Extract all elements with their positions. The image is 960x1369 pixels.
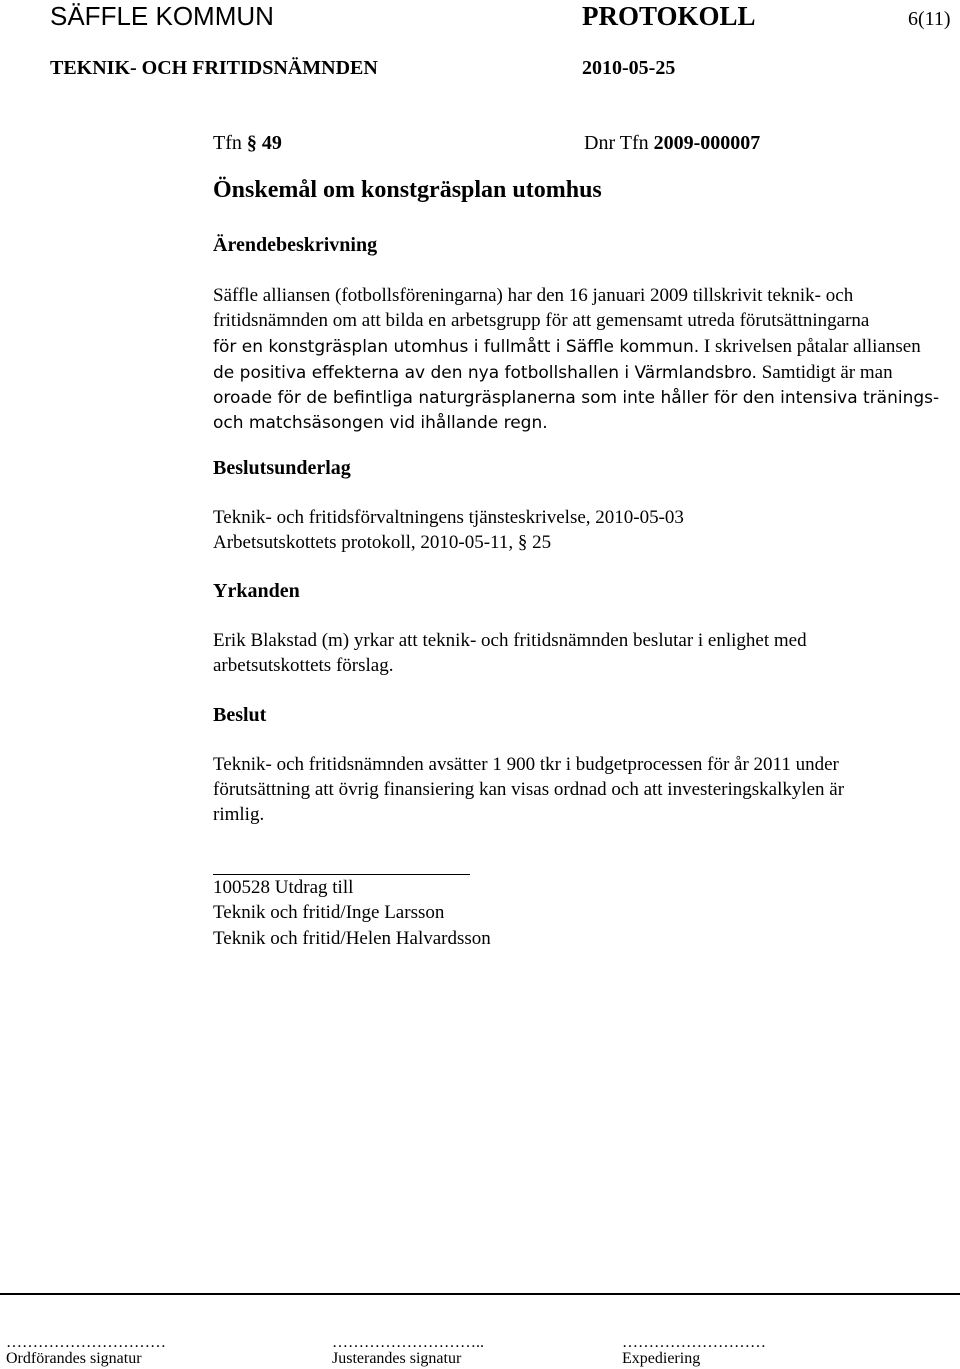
text-line: arbetsutskottets förslag. xyxy=(213,655,394,676)
paragraph-prefix: Tfn xyxy=(213,132,247,154)
case-title: Önskemål om konstgräsplan utomhus xyxy=(213,177,602,203)
text-segment: 25 xyxy=(527,532,552,553)
text-line: Teknik och fritid/Helen Halvardsson xyxy=(213,927,491,949)
text-line: fritidsnämnden om att bilda en arbetsgrupp för att gemensamt utreda förutsättningarna xyxy=(213,310,870,332)
text-line: oroade för de befintliga naturgräsplanerna som inte håller för den intensiva tränings- xyxy=(213,388,940,409)
text-segment: för en konstgräsplan utomhus i fullmått i Säffle kommun. xyxy=(213,336,700,357)
text-line: rimlig. xyxy=(213,804,265,825)
department-name: TEKNIK- OCH FRITIDSNÄMNDEN xyxy=(50,57,378,79)
signature-dots: ………………………… xyxy=(6,1334,166,1351)
heading-beslut: Beslut xyxy=(213,704,267,726)
text-segment: de positiva effekterna av den nya fotbollshallen i Värmlandsbro. xyxy=(213,362,757,383)
signature-label-dispatch: Expediering xyxy=(622,1350,701,1367)
text-line xyxy=(213,530,684,555)
text-segment: I skrivelsen påtalar alliansen xyxy=(699,335,921,357)
page-number: 6(11) xyxy=(908,8,951,30)
signature-dots: ……………………… xyxy=(622,1334,766,1351)
organization-name: SÄFFLE KOMMUN xyxy=(50,1,274,31)
text-line xyxy=(213,360,939,386)
diary-number xyxy=(584,130,760,156)
text-line: 100528 Utdrag till xyxy=(213,877,354,898)
text-line: förutsättning att övrig finansiering kan visas ordnad och att investeringskalkylen är xyxy=(213,779,845,800)
text-line: Teknik- och fritidsförvaltningens tjänsteskrivelse, 2010-05-03 xyxy=(213,507,684,528)
paragraph-symbol: § xyxy=(246,132,257,154)
paragraph-reference xyxy=(213,130,282,156)
heading-beslutsunderlag: Beslutsunderlag xyxy=(213,457,351,479)
text-line: och matchsäsongen vid ihållande regn. xyxy=(213,413,548,434)
text-line: Teknik och fritid/Inge Larsson xyxy=(213,902,445,924)
yrkanden-text xyxy=(213,628,807,678)
beslut-text xyxy=(213,752,844,827)
utdrag-list xyxy=(213,875,491,951)
signature-dots: ……………………….. xyxy=(332,1334,484,1351)
arendebeskrivning-text xyxy=(213,283,939,437)
signature-label-adjuster: Justerandes signatur xyxy=(332,1350,462,1367)
heading-arendebeskrivning: Ärendebeskrivning xyxy=(213,234,378,256)
document-type: PROTOKOLL xyxy=(582,1,756,31)
text-line xyxy=(213,334,939,360)
text-segment: Samtidigt är man xyxy=(756,361,893,383)
paragraph-symbol: § xyxy=(517,532,528,553)
paragraph-number: 49 xyxy=(256,132,282,154)
text-line: Teknik- och fritidsnämnden avsätter 1 900 tkr i budgetprocessen för år 2011 under xyxy=(213,754,839,775)
meeting-date: 2010-05-25 xyxy=(582,57,676,79)
text-line: Erik Blakstad (m) yrkar att teknik- och fritidsnämnden beslutar i enlighet med xyxy=(213,630,807,651)
diary-value: 2009-000007 xyxy=(653,132,761,154)
text-line: Säffle alliansen (fotbollsföreningarna) har den 16 januari 2009 tillskrivit teknik- och xyxy=(213,285,854,306)
diary-prefix: Dnr Tfn xyxy=(584,132,654,154)
heading-yrkanden: Yrkanden xyxy=(213,580,300,602)
text-segment: Arbetsutskottets protokoll, 2010-05-11, xyxy=(213,532,518,553)
signature-label-chair: Ordförandes signatur xyxy=(6,1350,142,1367)
footer-divider xyxy=(0,1293,960,1295)
beslutsunderlag-text xyxy=(213,505,684,555)
